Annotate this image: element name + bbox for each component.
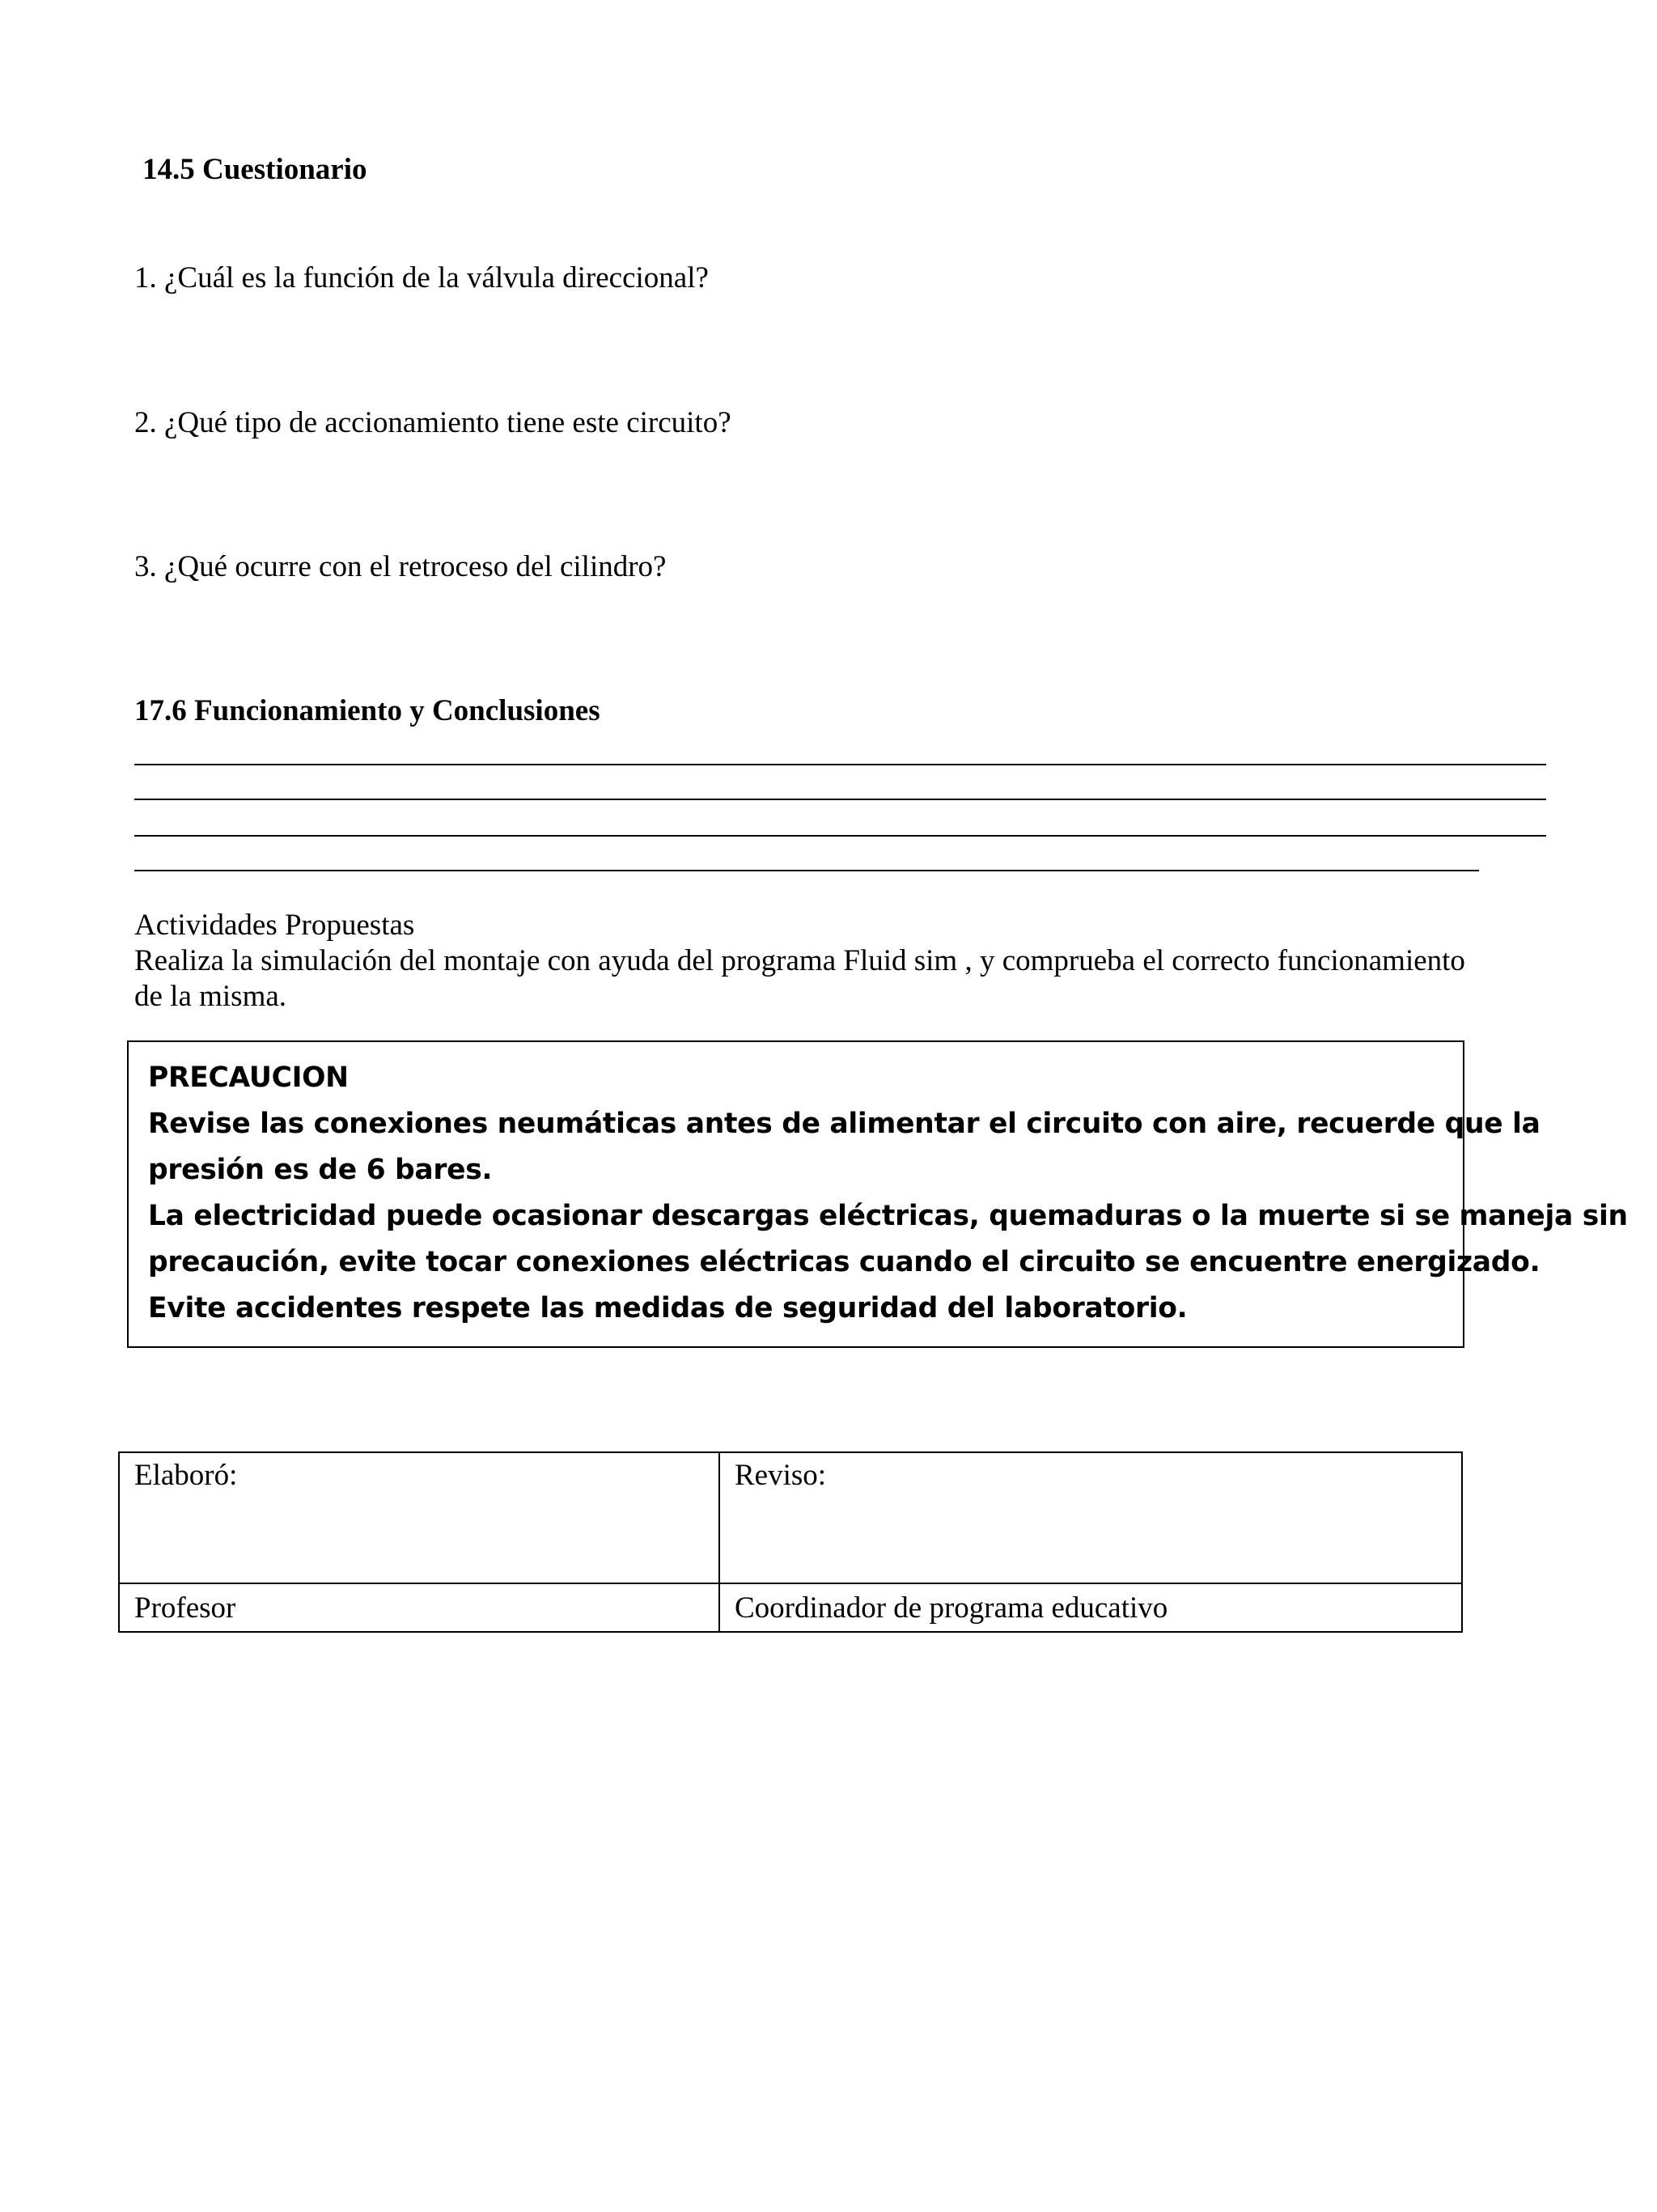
prepared-by-label: Elaboró: [134,1459,238,1492]
caution-title: PRECAUCION [148,1062,349,1094]
question-1: 1. ¿Cuál es la función de la válvula direccional? [134,261,709,295]
questionnaire-heading: 14.5 Cuestionario [142,153,367,186]
reviewed-role-cell [719,1583,1462,1632]
activities-section [134,908,1591,1015]
conclusions-heading: 17.6 Funcionamiento y Conclusiones [134,694,600,727]
caution-line: Evite accidentes respete las medidas de seguridad del laboratorio. [148,1292,1188,1324]
table-row [119,1583,1462,1632]
reviewed-role: Coordinador de programa educativo [735,1591,1168,1625]
answer-line[interactable] [134,764,1546,765]
answer-line[interactable] [134,835,1546,837]
caution-line: Revise las conexiones neumáticas antes de alimentar el circuito con aire, recuerde que la [148,1108,1540,1140]
activities-text-line-1: Realiza la simulación del montaje con ayuda del programa Fluid sim , y comprueba el correcto funcionamiento [134,944,1465,977]
activities-text-line-2: de la misma. [134,980,287,1013]
caution-line: presión es de 6 bares. [148,1154,493,1186]
answer-line[interactable] [134,870,1479,871]
caution-box [127,1040,1628,1348]
reviewed-by-label: Reviso: [735,1459,827,1492]
caution-line: precaución, evite tocar conexiones eléctricas cuando el circuito se encuentre energizado. [148,1246,1540,1278]
question-3: 3. ¿Qué ocurre con el retroceso del cilindro? [134,550,667,583]
answer-line[interactable] [134,799,1546,800]
table-row [119,1452,1462,1583]
reviewed-by-cell[interactable] [719,1452,1462,1583]
question-2: 2. ¿Qué tipo de accionamiento tiene este circuito? [134,406,731,439]
prepared-role-cell [119,1583,719,1632]
prepared-by-cell[interactable] [119,1452,719,1583]
caution-line: La electricidad puede ocasionar descargas eléctricas, quemaduras o la muerte si se maneja sin [148,1200,1628,1232]
signature-table [118,1451,1463,1633]
activities-title: Actividades Propuestas [134,909,415,942]
prepared-role: Profesor [134,1591,236,1625]
